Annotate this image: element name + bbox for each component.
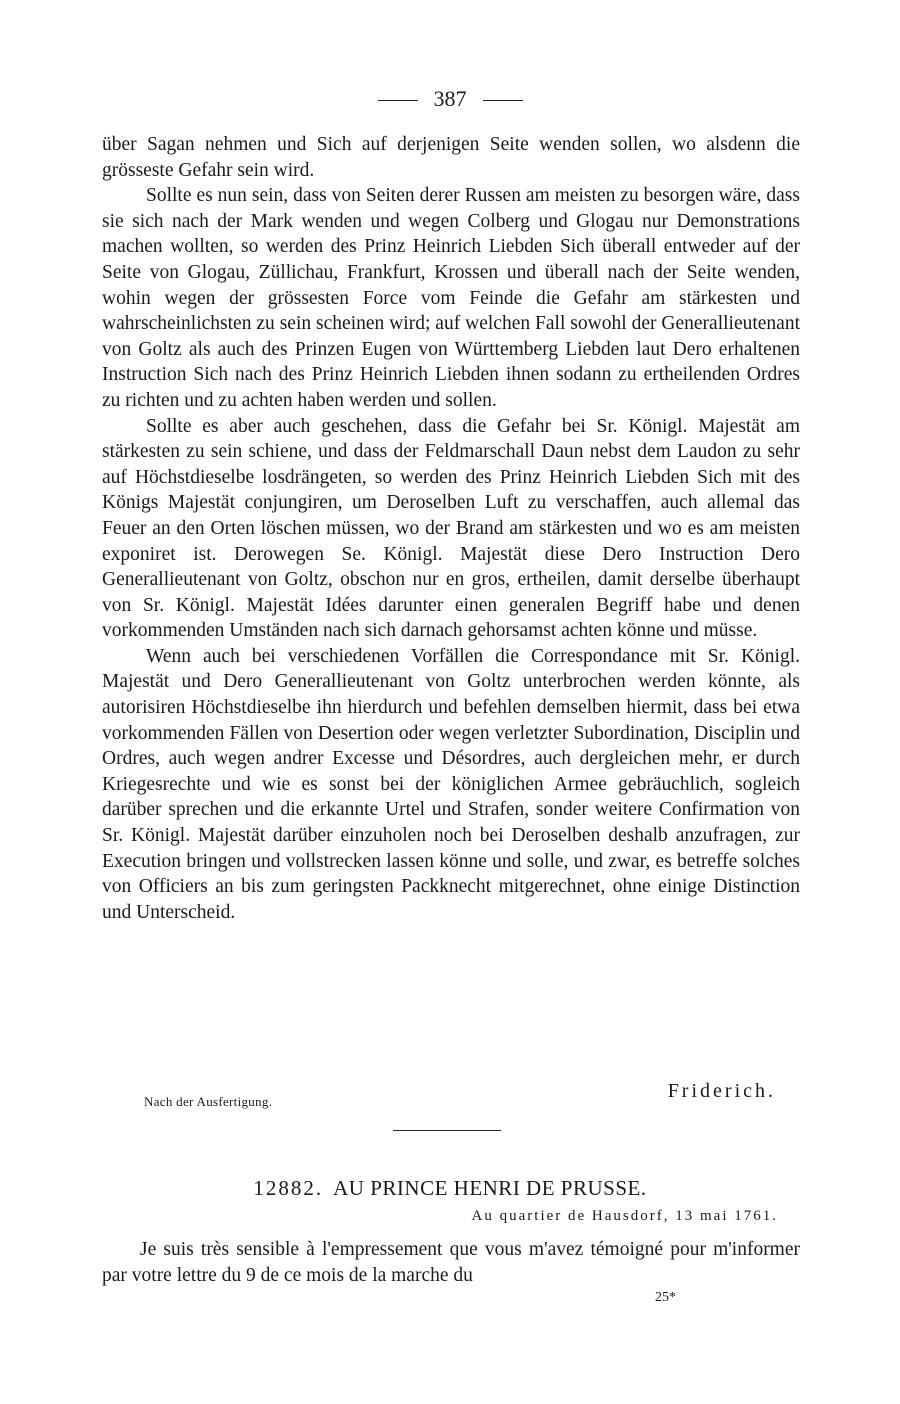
letter-opening: Je suis très sensible à l'empressement que vous m'avez témoigné pour m'informer par votre lettre du 9 de ce mois de la marche du: [102, 1239, 800, 1286]
source-note: Nach der Ausfertigung.: [144, 1094, 273, 1109]
letter-dateline: Au quartier de Hausdorf, 13 mai 1761.: [471, 1208, 778, 1224]
header-dash-left: [378, 100, 418, 101]
paragraph-continuation: über Sagan nehmen und Sich auf derjenigen Seite wenden sollen, wo alsdenn die grösseste Gefahr sein wird.: [102, 134, 800, 181]
letter-title: AU PRINCE HENRI DE PRUSSE.: [333, 1176, 647, 1200]
section-divider: [393, 1130, 501, 1131]
letter-body: [102, 1237, 800, 1289]
page-number: 387: [433, 86, 467, 111]
letter-number: 12882.: [253, 1176, 324, 1200]
closing-block: [102, 1080, 776, 1120]
signature-mark: 25*: [655, 1290, 676, 1305]
signature: Friderich.: [667, 1080, 776, 1102]
letter-heading: [0, 1176, 900, 1201]
header-dash-right: [483, 100, 523, 101]
paragraph: Sollte es nun sein, dass von Seiten derer Russen am meisten zu besorgen wäre, dass sie sich nach der Mark wenden und wegen Colberg und Glogau nur Demonstrations machen wollten, so werden des Prinz Heinrich Liebden Sich überall entweder auf der Seite von Glogau, Züllichau, Frankfurt, Krossen und überall nach der Seite wenden, wohin wegen der grössesten Force vom Feinde die Gefahr am stärkesten und wahrscheinlichsten zu sein scheinen wird; auf welchen Fall sowohl der Generallieutenant von Goltz als auch des Prinzen Eugen von Württemberg Liebden laut Dero erhaltenen Instruction Sich nach des Prinz Heinrich Liebden ihnen sodann zu ertheilenden Ordres zu richten und zu achten haben werden und sollen.: [102, 185, 800, 411]
paragraph: Wenn auch bei verschiedenen Vorfällen die Correspondance mit Sr. Königl. Majestät und Dero Generallieutenant von Goltz unterbrochen werden könnte, als autorisiren Höchstdieselbe ihn hierdurch und befehlen demselben hiermit, dass bei etwa vorkommenden Fällen von Desertion oder wegen verletzter Subordination, Disciplin und Ordres, auch wegen andrer Excesse und Désordres, auch dergleichen mehr, er durch Kriegesrechte und wie es sonst bei der königlichen Armee gebräuchlich, sogleich darüber sprechen und die erkannte Urtel und Strafen, sonder weitere Confirmation von Sr. Königl. Majestät darüber einzuholen noch bei Deroselben deshalb anzufragen, zur Execution bringen und vollstrecken lassen könne und solle, und zwar, es betreffe solches von Officiers an bis zum geringsten Packknecht mitgerechnet, ohne einige Distinction und Unterscheid.: [102, 645, 800, 923]
page-header: [0, 86, 900, 112]
paragraph: Sollte es aber auch geschehen, dass die Gefahr bei Sr. Königl. Majestät am stärkesten zu sein schiene, und dass der Feldmarschall Daun nebst dem Laudon zu sehr auf Höchstdieselbe losdrängeten, so werden des Prinz Heinrich Liebden Sich mit des Königs Majestät conjungiren, um Deroselben Luft zu verschaffen, auch allemal das Feuer an den Orten löschen müssen, wo der Brand am stärkesten und wo es am meisten exponiret ist. Derowegen Se. Königl. Majestät diese Dero Instruction Dero Generallieutenant von Goltz, obschon nur en gros, ertheilen, damit derselbe überhaupt von Sr. Königl. Majestät Idées darunter einen generalen Begriff habe und denen vorkommenden Umständen nach sich darnach gehorsamst achten könne und müsse.: [102, 415, 800, 642]
main-text: [102, 132, 800, 925]
